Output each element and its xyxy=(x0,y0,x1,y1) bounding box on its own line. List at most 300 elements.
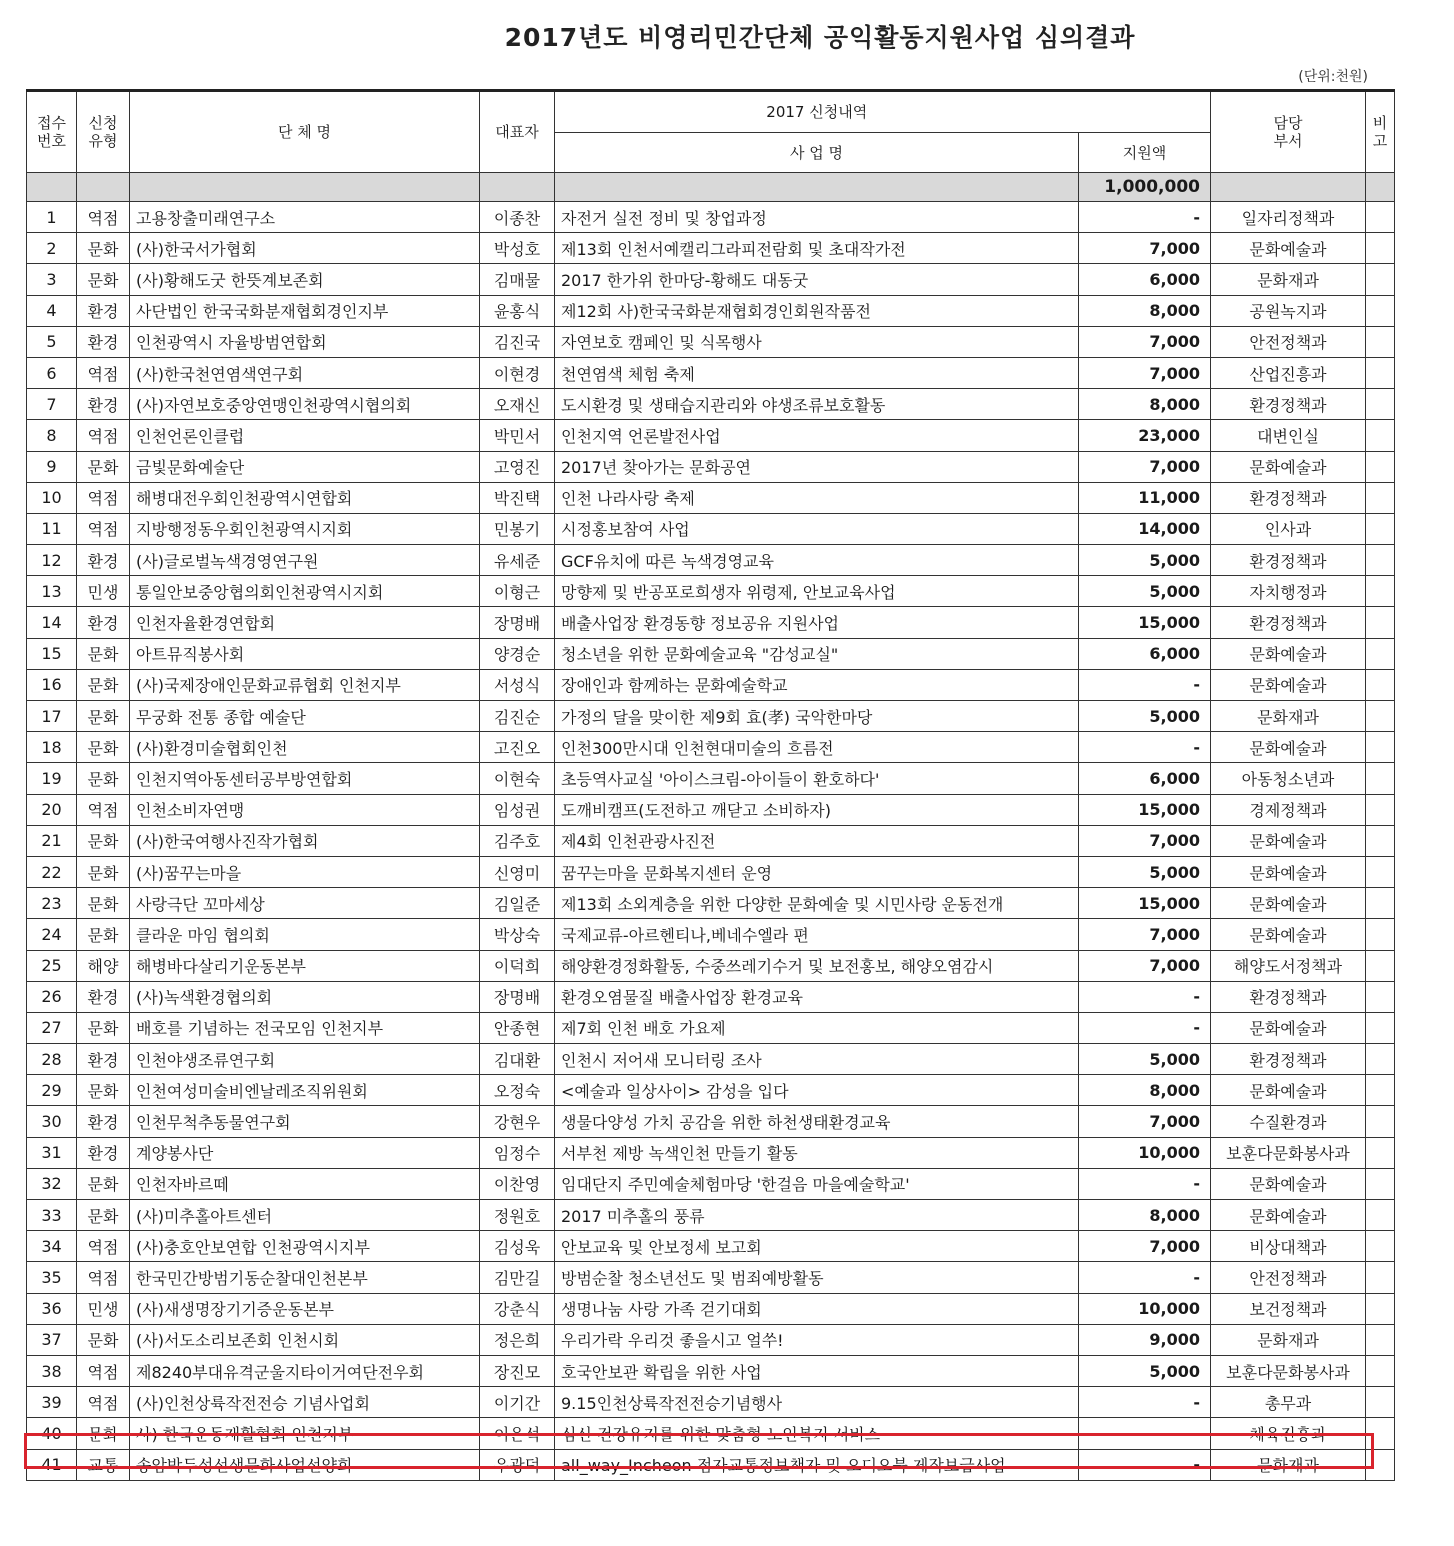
row-project-name: 우리가락 우리것 좋을시고 얼쑤! xyxy=(555,1324,1079,1355)
row-project-name: 제13회 소외계층을 위한 다양한 문화예술 및 시민사랑 운동전개 xyxy=(555,888,1079,919)
row-representative: 임성권 xyxy=(480,794,555,825)
row-project-name: 도깨비캠프(도전하고 깨닫고 소비하자) xyxy=(555,794,1079,825)
row-type: 역점 xyxy=(77,1355,130,1386)
row-type: 문화 xyxy=(77,856,130,887)
row-org-name: 금빛문화예술단 xyxy=(130,451,480,482)
row-amount: 5,000 xyxy=(1079,1355,1211,1386)
row-type: 문화 xyxy=(77,264,130,295)
row-note xyxy=(1366,451,1395,482)
row-type: 교통 xyxy=(77,1449,130,1480)
row-amount: 5,000 xyxy=(1079,545,1211,576)
row-representative: 정은희 xyxy=(480,1324,555,1355)
row-type: 문화 xyxy=(77,1075,130,1106)
table-row xyxy=(27,1137,1395,1168)
header-request: 2017 신청내역 xyxy=(555,91,1079,133)
row-representative: 김만길 xyxy=(480,1262,555,1293)
row-department: 총무과 xyxy=(1211,1387,1366,1418)
results-table xyxy=(26,89,1395,1481)
row-type: 민생 xyxy=(77,1293,130,1324)
row-department: 문화재과 xyxy=(1211,1449,1366,1480)
table-row xyxy=(27,233,1395,264)
row-number: 19 xyxy=(27,763,77,794)
row-department: 환경정책과 xyxy=(1211,607,1366,638)
row-number: 8 xyxy=(27,420,77,451)
total-cell xyxy=(77,173,130,202)
row-type: 환경 xyxy=(77,607,130,638)
row-number: 14 xyxy=(27,607,77,638)
row-number: 35 xyxy=(27,1262,77,1293)
row-representative: 김주호 xyxy=(480,825,555,856)
row-project-name: 심신 건강유지를 위한 맞춤형 노인복지 서비스 xyxy=(555,1418,1079,1449)
row-department: 문화예술과 xyxy=(1211,1200,1366,1231)
row-note xyxy=(1366,669,1395,700)
table-row xyxy=(27,202,1395,233)
row-note xyxy=(1366,981,1395,1012)
row-amount: - xyxy=(1079,202,1211,233)
row-amount: - xyxy=(1079,1262,1211,1293)
row-org-name: 인천무척추동물연구회 xyxy=(130,1106,480,1137)
row-amount: 15,000 xyxy=(1079,888,1211,919)
table-row xyxy=(27,326,1395,357)
row-amount: 7,000 xyxy=(1079,919,1211,950)
row-department: 보건정책과 xyxy=(1211,1293,1366,1324)
row-org-name: 계양봉사단 xyxy=(130,1137,480,1168)
row-department: 환경정책과 xyxy=(1211,545,1366,576)
row-org-name: (사)글로벌녹색경영연구원 xyxy=(130,545,480,576)
row-note xyxy=(1366,794,1395,825)
row-type: 역점 xyxy=(77,202,130,233)
row-org-name: (사)충호안보연합 인천광역시지부 xyxy=(130,1231,480,1262)
row-note xyxy=(1366,1137,1395,1168)
table-row xyxy=(27,1262,1395,1293)
unit-label: (단위:천원) xyxy=(1298,69,1368,85)
row-org-name: (사)서도소리보존회 인천시회 xyxy=(130,1324,480,1355)
row-amount: - xyxy=(1079,1449,1211,1480)
row-representative: 김매물 xyxy=(480,264,555,295)
row-note xyxy=(1366,638,1395,669)
header-project: 사 업 명 xyxy=(555,133,1079,173)
row-project-name: 인천 나라사랑 축제 xyxy=(555,482,1079,513)
table-row xyxy=(27,295,1395,326)
row-department: 문화재과 xyxy=(1211,1324,1366,1355)
row-amount: 5,000 xyxy=(1079,576,1211,607)
row-amount: 5,000 xyxy=(1079,701,1211,732)
row-representative: 이현숙 xyxy=(480,763,555,794)
row-project-name: 망향제 및 반공포로희생자 위령제, 안보교육사업 xyxy=(555,576,1079,607)
row-type: 문화 xyxy=(77,919,130,950)
row-amount: 9,000 xyxy=(1079,1324,1211,1355)
row-type: 역점 xyxy=(77,1262,130,1293)
table-row xyxy=(27,981,1395,1012)
row-department: 산업진흥과 xyxy=(1211,357,1366,388)
row-type: 문화 xyxy=(77,888,130,919)
table-row xyxy=(27,389,1395,420)
row-department: 문화재과 xyxy=(1211,701,1366,732)
row-type: 환경 xyxy=(77,981,130,1012)
row-type: 역점 xyxy=(77,420,130,451)
row-amount: 8,000 xyxy=(1079,389,1211,420)
row-department: 문화예술과 xyxy=(1211,233,1366,264)
table-row xyxy=(27,701,1395,732)
row-department: 인사과 xyxy=(1211,513,1366,544)
row-amount: 5,000 xyxy=(1079,856,1211,887)
row-representative: 김일준 xyxy=(480,888,555,919)
total-cell xyxy=(1366,173,1395,202)
row-note xyxy=(1366,1324,1395,1355)
row-representative: 임정수 xyxy=(480,1137,555,1168)
row-representative: 장진모 xyxy=(480,1355,555,1386)
row-project-name: 가정의 달을 맞이한 제9회 효(孝) 국악한마당 xyxy=(555,701,1079,732)
row-number: 1 xyxy=(27,202,77,233)
table-row xyxy=(27,1200,1395,1231)
row-type: 해양 xyxy=(77,950,130,981)
row-amount: 10,000 xyxy=(1079,1293,1211,1324)
table-row xyxy=(27,1075,1395,1106)
row-project-name: 제12회 사)한국국화분재협회경인회원작품전 xyxy=(555,295,1079,326)
row-type: 문화 xyxy=(77,1200,130,1231)
row-type: 역점 xyxy=(77,513,130,544)
row-representative: 윤홍식 xyxy=(480,295,555,326)
row-project-name: 서부천 제방 녹색인천 만들기 활동 xyxy=(555,1137,1079,1168)
row-amount: - xyxy=(1079,732,1211,763)
row-org-name: 통일안보중앙협의회인천광역시지회 xyxy=(130,576,480,607)
row-project-name: 천연염색 체험 축제 xyxy=(555,357,1079,388)
row-number: 41 xyxy=(27,1449,77,1480)
row-project-name: 꿈꾸는마을 문화복지센터 운영 xyxy=(555,856,1079,887)
header-type: 신청 유형 xyxy=(77,91,130,173)
row-note xyxy=(1366,233,1395,264)
row-amount: 8,000 xyxy=(1079,1075,1211,1106)
row-org-name: (사)녹색환경협의회 xyxy=(130,981,480,1012)
row-representative: 이형근 xyxy=(480,576,555,607)
row-representative: 박진택 xyxy=(480,482,555,513)
row-department: 환경정책과 xyxy=(1211,389,1366,420)
row-note xyxy=(1366,1106,1395,1137)
row-representative: 신영미 xyxy=(480,856,555,887)
row-number: 2 xyxy=(27,233,77,264)
row-org-name: 인천자바르떼 xyxy=(130,1168,480,1199)
row-department: 문화예술과 xyxy=(1211,1168,1366,1199)
table-row xyxy=(27,420,1395,451)
table-row xyxy=(27,732,1395,763)
row-org-name: 인천여성미술비엔날레조직위원회 xyxy=(130,1075,480,1106)
row-representative: 이덕희 xyxy=(480,950,555,981)
row-project-name: 인천300만시대 인천현대미술의 흐름전 xyxy=(555,732,1079,763)
row-department: 경제정책과 xyxy=(1211,794,1366,825)
row-department: 보훈다문화봉사과 xyxy=(1211,1137,1366,1168)
row-representative: 우광덕 xyxy=(480,1449,555,1480)
row-number: 25 xyxy=(27,950,77,981)
row-note xyxy=(1366,357,1395,388)
row-department: 문화예술과 xyxy=(1211,919,1366,950)
row-type: 역점 xyxy=(77,1231,130,1262)
row-project-name: 호국안보관 확립을 위한 사업 xyxy=(555,1355,1079,1386)
row-note xyxy=(1366,1231,1395,1262)
row-amount: 14,000 xyxy=(1079,513,1211,544)
row-type: 문화 xyxy=(77,825,130,856)
row-type: 역점 xyxy=(77,1387,130,1418)
row-note xyxy=(1366,420,1395,451)
row-type: 문화 xyxy=(77,1418,130,1449)
row-number: 18 xyxy=(27,732,77,763)
table-row xyxy=(27,607,1395,638)
total-cell xyxy=(130,173,480,202)
row-note xyxy=(1366,1355,1395,1386)
header-rep: 대표자 xyxy=(480,91,555,173)
row-amount: 8,000 xyxy=(1079,295,1211,326)
row-org-name: 인천언론인클럽 xyxy=(130,420,480,451)
row-project-name: 배출사업장 환경동향 정보공유 지원사업 xyxy=(555,607,1079,638)
row-number: 30 xyxy=(27,1106,77,1137)
table-row xyxy=(27,763,1395,794)
row-department: 문화예술과 xyxy=(1211,888,1366,919)
row-department: 체육진흥과 xyxy=(1211,1418,1366,1449)
row-number: 28 xyxy=(27,1044,77,1075)
row-project-name: 인천지역 언론발전사업 xyxy=(555,420,1079,451)
row-org-name: (사)환경미술협회인천 xyxy=(130,732,480,763)
row-note xyxy=(1366,295,1395,326)
row-representative: 민봉기 xyxy=(480,513,555,544)
row-representative: 유세준 xyxy=(480,545,555,576)
row-org-name: (사)꿈꾸는마을 xyxy=(130,856,480,887)
row-department: 문화예술과 xyxy=(1211,1012,1366,1043)
row-number: 23 xyxy=(27,888,77,919)
row-project-name: 9.15인천상륙작전전승기념행사 xyxy=(555,1387,1079,1418)
row-representative: 강춘식 xyxy=(480,1293,555,1324)
row-note xyxy=(1366,1387,1395,1418)
row-department: 문화예술과 xyxy=(1211,1075,1366,1106)
row-amount: 7,000 xyxy=(1079,1231,1211,1262)
row-project-name: 제13회 인천서예캘리그라피전람회 및 초대작가전 xyxy=(555,233,1079,264)
table-row xyxy=(27,1355,1395,1386)
table-row xyxy=(27,1418,1395,1449)
row-representative: 안종현 xyxy=(480,1012,555,1043)
row-org-name: (사)자연보호중앙연맹인천광역시협의회 xyxy=(130,389,480,420)
row-representative: 장명배 xyxy=(480,981,555,1012)
row-number: 12 xyxy=(27,545,77,576)
header-amount: 지원액 xyxy=(1079,133,1211,173)
row-type: 환경 xyxy=(77,545,130,576)
row-type: 민생 xyxy=(77,576,130,607)
row-representative: 김대환 xyxy=(480,1044,555,1075)
row-org-name: 해병바다살리기운동본부 xyxy=(130,950,480,981)
row-note xyxy=(1366,1418,1395,1449)
row-number: 32 xyxy=(27,1168,77,1199)
row-type: 역점 xyxy=(77,482,130,513)
row-type: 문화 xyxy=(77,669,130,700)
table-row xyxy=(27,576,1395,607)
row-representative: 이종찬 xyxy=(480,202,555,233)
row-department: 환경정책과 xyxy=(1211,981,1366,1012)
row-representative: 김진순 xyxy=(480,701,555,732)
row-representative: 서성식 xyxy=(480,669,555,700)
row-amount: - xyxy=(1079,1387,1211,1418)
row-amount: 6,000 xyxy=(1079,763,1211,794)
row-department: 자치행정과 xyxy=(1211,576,1366,607)
table-row xyxy=(27,264,1395,295)
row-note xyxy=(1366,856,1395,887)
row-number: 24 xyxy=(27,919,77,950)
row-type: 환경 xyxy=(77,1137,130,1168)
row-org-name: 인천자율환경연합회 xyxy=(130,607,480,638)
row-org-name: 인천지역아동센터공부방연합회 xyxy=(130,763,480,794)
row-org-name: (사)새생명장기기증운동본부 xyxy=(130,1293,480,1324)
row-org-name: 해병대전우회인천광역시연합회 xyxy=(130,482,480,513)
table-row xyxy=(27,669,1395,700)
table-row xyxy=(27,638,1395,669)
row-note xyxy=(1366,763,1395,794)
row-note xyxy=(1366,326,1395,357)
row-representative: 이현경 xyxy=(480,357,555,388)
row-number: 4 xyxy=(27,295,77,326)
row-project-name: 환경오염물질 배출사업장 환경교육 xyxy=(555,981,1079,1012)
row-amount xyxy=(1079,1418,1211,1449)
row-project-name: 초등역사교실 '아이스크림-아이들이 환호하다' xyxy=(555,763,1079,794)
row-org-name: 송암박두성선생문화사업선양회 xyxy=(130,1449,480,1480)
total-cell xyxy=(480,173,555,202)
row-number: 33 xyxy=(27,1200,77,1231)
row-amount: 7,000 xyxy=(1079,950,1211,981)
row-number: 40 xyxy=(27,1418,77,1449)
row-project-name: <예술과 일상사이> 감성을 입다 xyxy=(555,1075,1079,1106)
row-number: 22 xyxy=(27,856,77,887)
row-note xyxy=(1366,1044,1395,1075)
total-amount: 1,000,000 xyxy=(1079,173,1211,202)
row-type: 문화 xyxy=(77,1012,130,1043)
row-amount: 8,000 xyxy=(1079,1200,1211,1231)
row-number: 21 xyxy=(27,825,77,856)
row-type: 역점 xyxy=(77,357,130,388)
row-representative: 이찬영 xyxy=(480,1168,555,1199)
header-dept: 담당 부서 xyxy=(1211,91,1366,173)
row-number: 17 xyxy=(27,701,77,732)
header-note: 비 고 xyxy=(1366,91,1395,173)
document-title: 2017년도 비영리민간단체 공익활동지원사업 심의결과 xyxy=(504,23,1136,52)
row-department: 환경정책과 xyxy=(1211,482,1366,513)
row-department: 수질환경과 xyxy=(1211,1106,1366,1137)
row-org-name: 지방행정동우회인천광역시지회 xyxy=(130,513,480,544)
row-project-name: 청소년을 위한 문화예술교육 "감성교실" xyxy=(555,638,1079,669)
row-note xyxy=(1366,202,1395,233)
row-number: 39 xyxy=(27,1387,77,1418)
table-row xyxy=(27,1106,1395,1137)
row-org-name: 사단법인 한국국화분재협회경인지부 xyxy=(130,295,480,326)
row-department: 비상대책과 xyxy=(1211,1231,1366,1262)
row-type: 문화 xyxy=(77,1168,130,1199)
row-project-name: GCF유치에 따른 녹색경영교육 xyxy=(555,545,1079,576)
row-note xyxy=(1366,888,1395,919)
row-representative: 김성욱 xyxy=(480,1231,555,1262)
header-org: 단 체 명 xyxy=(130,91,480,173)
row-project-name: 2017년 찾아가는 문화공연 xyxy=(555,451,1079,482)
row-amount: 6,000 xyxy=(1079,264,1211,295)
row-amount: - xyxy=(1079,669,1211,700)
row-org-name: 인천광역시 자율방범연합회 xyxy=(130,326,480,357)
table-row xyxy=(27,357,1395,388)
row-number: 34 xyxy=(27,1231,77,1262)
row-representative: 김진국 xyxy=(480,326,555,357)
row-note xyxy=(1366,950,1395,981)
row-project-name: 자연보호 캠페인 및 식목행사 xyxy=(555,326,1079,357)
row-department: 일자리정책과 xyxy=(1211,202,1366,233)
row-amount: 15,000 xyxy=(1079,794,1211,825)
row-representative: 오정숙 xyxy=(480,1075,555,1106)
table-row xyxy=(27,1387,1395,1418)
row-type: 환경 xyxy=(77,1106,130,1137)
row-amount: 7,000 xyxy=(1079,451,1211,482)
row-note xyxy=(1366,513,1395,544)
row-number: 29 xyxy=(27,1075,77,1106)
row-org-name: 아트뮤직봉사회 xyxy=(130,638,480,669)
table-row xyxy=(27,919,1395,950)
row-type: 환경 xyxy=(77,295,130,326)
row-department: 안전정책과 xyxy=(1211,326,1366,357)
row-project-name: 2017 한가위 한마당-황해도 대동굿 xyxy=(555,264,1079,295)
row-project-name: 인천시 저어새 모니터링 조사 xyxy=(555,1044,1079,1075)
row-number: 38 xyxy=(27,1355,77,1386)
row-amount: 5,000 xyxy=(1079,1044,1211,1075)
row-note xyxy=(1366,545,1395,576)
row-note xyxy=(1366,825,1395,856)
row-org-name: (사)인천상륙작전전승 기념사업회 xyxy=(130,1387,480,1418)
row-org-name: (사)한국천연염색연구회 xyxy=(130,357,480,388)
table-row xyxy=(27,1168,1395,1199)
row-note xyxy=(1366,1449,1395,1480)
row-project-name: 방범순찰 청소년선도 및 범죄예방활동 xyxy=(555,1262,1079,1293)
row-representative: 양경순 xyxy=(480,638,555,669)
row-org-name: (사)국제장애인문화교류협회 인천지부 xyxy=(130,669,480,700)
row-org-name: (사)미추홀아트센터 xyxy=(130,1200,480,1231)
table-row xyxy=(27,1044,1395,1075)
row-type: 문화 xyxy=(77,638,130,669)
table-row xyxy=(27,1449,1395,1480)
row-number: 15 xyxy=(27,638,77,669)
row-department: 대변인실 xyxy=(1211,420,1366,451)
row-representative: 고진오 xyxy=(480,732,555,763)
row-amount: 7,000 xyxy=(1079,1106,1211,1137)
table-row xyxy=(27,513,1395,544)
row-project-name: 생물다양성 가치 공감을 위한 하천생태환경교육 xyxy=(555,1106,1079,1137)
row-project-name: 제7회 인천 배호 가요제 xyxy=(555,1012,1079,1043)
row-note xyxy=(1366,1075,1395,1106)
row-note xyxy=(1366,1168,1395,1199)
row-department: 문화예술과 xyxy=(1211,732,1366,763)
row-amount: - xyxy=(1079,981,1211,1012)
row-representative: 고영진 xyxy=(480,451,555,482)
row-org-name: 배호를 기념하는 전국모임 인천지부 xyxy=(130,1012,480,1043)
row-org-name: 클라운 마임 협의회 xyxy=(130,919,480,950)
row-amount: 7,000 xyxy=(1079,233,1211,264)
row-representative: 이은석 xyxy=(480,1418,555,1449)
row-org-name: (사)한국서가협회 xyxy=(130,233,480,264)
row-representative: 이기간 xyxy=(480,1387,555,1418)
row-project-name: all_way_Incheon 점자교통정보책자 및 오디오북 제작보급사업 xyxy=(555,1449,1079,1480)
row-representative: 강현우 xyxy=(480,1106,555,1137)
row-type: 역점 xyxy=(77,794,130,825)
table-row xyxy=(27,888,1395,919)
row-org-name: 무궁화 전통 종합 예술단 xyxy=(130,701,480,732)
row-number: 36 xyxy=(27,1293,77,1324)
table-row xyxy=(27,451,1395,482)
row-number: 16 xyxy=(27,669,77,700)
total-cell xyxy=(555,173,1079,202)
row-amount: 23,000 xyxy=(1079,420,1211,451)
row-org-name: 인천소비자연맹 xyxy=(130,794,480,825)
row-note xyxy=(1366,732,1395,763)
row-note xyxy=(1366,482,1395,513)
row-amount: 6,000 xyxy=(1079,638,1211,669)
row-amount: 10,000 xyxy=(1079,1137,1211,1168)
